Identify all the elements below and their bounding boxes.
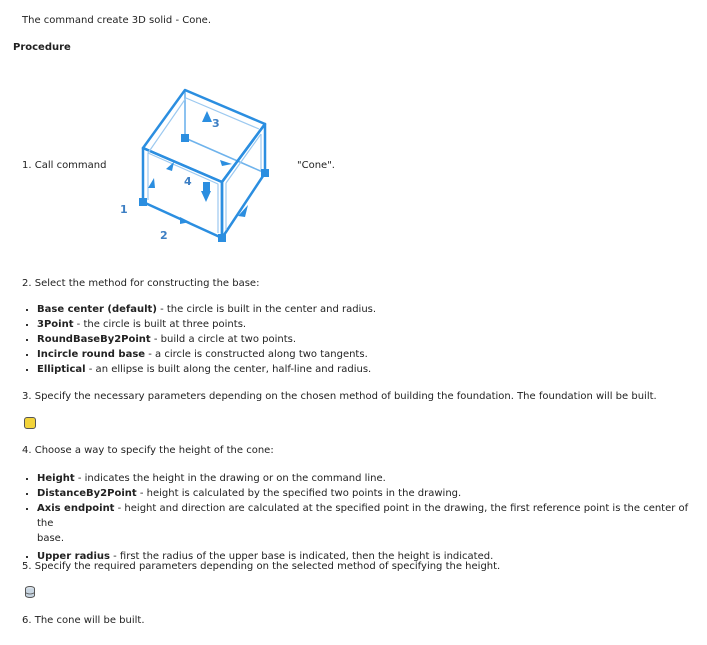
step1-command: "Cone". bbox=[297, 160, 335, 171]
method-desc: - a circle is constructed along two tangents. bbox=[145, 349, 368, 360]
cube-label-3: 3 bbox=[212, 117, 220, 130]
list-item bbox=[22, 302, 376, 317]
step1-text: 1. Call command bbox=[22, 160, 107, 171]
method-desc: - build a circle at two points. bbox=[150, 334, 297, 345]
method-term: Elliptical bbox=[37, 364, 86, 375]
step5-text: 5. Specify the required parameters depending on the selected method of specifying the height. bbox=[22, 561, 501, 572]
list-item bbox=[22, 347, 376, 362]
procedure-heading: Procedure bbox=[13, 42, 71, 53]
method-term: Height bbox=[37, 473, 75, 484]
method-desc: - the circle is built in the center and radius. bbox=[156, 304, 377, 315]
method-desc: - the circle is built at three points. bbox=[73, 319, 247, 330]
method-term: Axis endpoint bbox=[37, 503, 115, 514]
list-item bbox=[22, 362, 376, 377]
step6-text: 6. The cone will be built. bbox=[22, 615, 145, 626]
height-method-list bbox=[22, 471, 707, 564]
method-term: Base center (default) bbox=[37, 304, 157, 315]
method-desc: - first the radius of the upper base is indicated, then the height is indicated. bbox=[109, 551, 494, 562]
method-desc-continued: base. bbox=[37, 533, 65, 544]
list-item bbox=[22, 471, 707, 486]
method-term: Upper radius bbox=[37, 551, 110, 562]
method-desc: - an ellipse is built along the center, half-line and radius. bbox=[85, 364, 372, 375]
list-item bbox=[22, 501, 707, 546]
step3-text: 3. Specify the necessary parameters depending on the chosen method of building the foundation. The foundation will be built. bbox=[22, 391, 657, 402]
method-term: 3Point bbox=[37, 319, 74, 330]
method-desc: - height and direction are calculated at the specified point in the drawing, the first reference point is the center of the bbox=[37, 503, 689, 529]
cube-label-4: 4 bbox=[184, 175, 192, 188]
list-item bbox=[22, 317, 376, 332]
cone-base-icon bbox=[23, 416, 37, 433]
cube-label-1: 1 bbox=[120, 203, 128, 216]
intro-text: The command create 3D solid - Cone. bbox=[22, 15, 211, 26]
cube-illustration bbox=[108, 78, 278, 248]
method-desc: - indicates the height in the drawing or on the command line. bbox=[74, 473, 386, 484]
base-method-list bbox=[22, 302, 376, 377]
method-term: Incircle round base bbox=[37, 349, 146, 360]
method-term: DistanceBy2Point bbox=[37, 488, 137, 499]
list-item bbox=[22, 486, 707, 501]
method-desc: - height is calculated by the specified two points in the drawing. bbox=[136, 488, 462, 499]
step2-text: 2. Select the method for constructing the base: bbox=[22, 278, 260, 289]
step4-text: 4. Choose a way to specify the height of the cone: bbox=[22, 445, 274, 456]
method-term: RoundBaseBy2Point bbox=[37, 334, 151, 345]
cube-label-2: 2 bbox=[160, 229, 168, 242]
cone-solid-icon bbox=[23, 585, 37, 602]
list-item bbox=[22, 332, 376, 347]
cube-vertex-markers bbox=[139, 111, 269, 242]
